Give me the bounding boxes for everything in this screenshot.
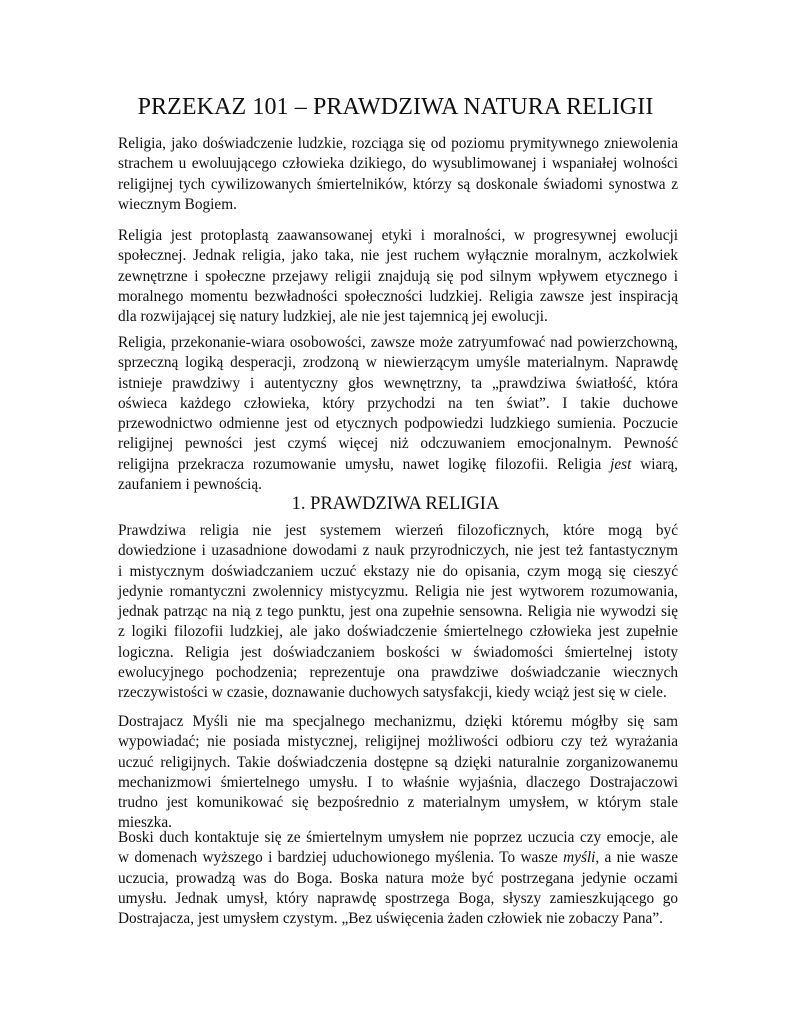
text-line: Religia, jako doświadczenie ludzkie, rozciąga się od poziomu prymitywnego zniewolenia [118, 135, 678, 152]
text-line: Boski duch kontaktuje się ze śmiertelnym umysłem nie poprzez uczucia czy emocje, ale [118, 829, 678, 846]
paragraph-4 [118, 521, 678, 704]
text-line: jedynie romantyczni zwolennicy mistycyzmu. Religia nie jest wytworem rozumowania, [118, 582, 678, 600]
text-line: strachem u ewoluującego człowieka dzikiego, do wysublimowanej i wspaniałej wolności [118, 155, 678, 173]
paragraph-6 [118, 828, 678, 929]
text-line: uczuć religijnych. Takie doświadczenia dostępne są dzięki naturalnie zorganizowanemu [118, 753, 678, 771]
text-run: w domenach wyższego i bardziej uduchowionego myślenia. To wasze [118, 849, 564, 867]
text-run: wiarą, [631, 455, 678, 473]
text-line: zaufaniem i pewnością. [118, 476, 262, 494]
emphasis-text: jest [610, 455, 632, 473]
text-line: oświeca każdego człowieka, który przychodzi na ten świat”. I takie duchowe [118, 394, 678, 412]
text-line: wypowiadać; nie posiada mistycznej, religijnej możliwości odbioru czy też wyrażania [118, 733, 678, 751]
emphasis-text: myśli, [563, 849, 600, 867]
paragraph-5 [118, 712, 678, 834]
text-line: istnieje prawdziwy i autentyczny głos wewnętrzny, ta „prawdziwa światłość, która [118, 374, 678, 392]
text-line [118, 455, 678, 475]
text-line: dowiedzione i uzasadnione dowodami z nauk przyrodniczych, nie jest też fantastycznym [118, 542, 678, 560]
document-title: PRZEKAZ 101 – PRAWDZIWA NATURA RELIGII [137, 94, 654, 120]
text-line: przewodnictwo odmienne jest od etycznych podpowiedzi ludzkiego sumienia. Poczucie [118, 415, 678, 433]
text-line: Dostrajacza, jest umysłem czystym. „Bez uświęcenia żaden człowiek nie zobaczy Pana”. [118, 910, 663, 928]
text-line: ewolucyjnego pochodzenia; reprezentuje ona prawdziwe doświadczanie wiecznych [118, 664, 678, 682]
text-line: jednak patrząc na nią z tego punktu, jest ona zupełnie sensowna. Religia nie wywodzi się [118, 603, 678, 621]
text-line [118, 848, 678, 868]
text-line: społecznej. Jednak religia, jako taka, nie jest ruchem wyłącznie moralnym, aczkolwiek [118, 247, 678, 265]
text-line: wiecznym Bogiem. [118, 195, 237, 213]
text-line: mechanizmowi śmiertelnego umysłu. I to właśnie wyjaśnia, dlaczego Dostrajaczowi [118, 773, 678, 791]
text-run: religijna przekracza rozumowanie umysłu, nawet logikę filozofii. Religia [118, 455, 611, 473]
text-line: sprzeczną logiką desperacji, zrodzoną w niewierzącym umyśle materialnym. Naprawdę [118, 354, 678, 372]
text-line: Dostrajacz Myśli nie ma specjalnego mechanizmu, dzięki któremu mógłby się sam [118, 713, 678, 730]
section-heading: 1. PRAWDZIWA RELIGIA [291, 494, 500, 514]
paragraph-1 [118, 134, 678, 215]
text-run: a nie wasze [599, 849, 678, 867]
text-line: zewnętrzne i społeczne przejawy religii znajdują się pod silnym wpływem etycznego i [118, 267, 678, 285]
text-line: trudno jest komunikować się bezpośrednio z materialnym umysłem, w którym stale [118, 794, 678, 812]
text-line: religijnej tych cywilizowanych śmiertelników, którzy są doskonale świadomi synostwa z [118, 175, 678, 193]
text-line: Prawdziwa religia nie jest systemem wierzeń filozoficznych, które mogą być [118, 522, 678, 539]
text-line: Religia, przekonanie-wiara osobowości, zawsze może zatryumfować nad powierzchowną, [118, 334, 678, 351]
paragraph-3 [118, 333, 678, 495]
paragraph-2 [118, 226, 678, 327]
text-line: i mistycznym doświadczaniem uczuć ekstazy nie do opisania, czym mogą się cieszyć [118, 562, 678, 580]
text-line: z logiki filozofii ludzkiej, ale jako doświadczenie śmiertelnego człowieka jest zupełnie [118, 623, 678, 641]
text-line: moralnego momentu bezwładności społeczności ludzkiej. Religia zawsze jest inspiracją [118, 287, 678, 305]
text-line: Religia jest protoplastą zaawansowanej etyki i moralności, w progresywnej ewolucji [118, 227, 678, 244]
text-line: uczucia, prowadzą was do Boga. Boska natura może być postrzegana jedynie oczami [118, 869, 678, 887]
text-line: logiczna. Religia jest doświadczaniem boskości w świadomości śmiertelnej istoty [118, 643, 678, 661]
text-line: dla rozwijającej się natury ludzkiej, ale nie jest tajemnicą jej ewolucji. [118, 308, 548, 326]
text-line: mieszka. [118, 814, 172, 832]
text-line: umysłu. Jednak umysł, który naprawdę spostrzega Boga, słyszy zamieszkującego go [118, 889, 678, 907]
text-line: rzeczywistości w czasie, doznawanie duchowych satysfakcji, kiedy wciąż jest się w ciele. [118, 684, 667, 702]
text-line: religijnej pewności jest czymś więcej niż odczuwaniem emocjonalnym. Pewność [118, 435, 678, 453]
